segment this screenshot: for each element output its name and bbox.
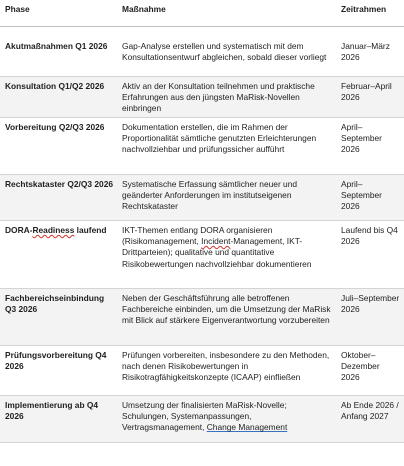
spellcheck-word: Incident xyxy=(201,236,231,247)
phase-cell: Rechtskataster Q2/Q3 2026 xyxy=(0,175,117,221)
table-row xyxy=(0,175,404,221)
time-cell: Juli–September 2026 xyxy=(336,289,404,346)
measure-cell xyxy=(117,221,336,289)
measure-cell: Aktiv an der Konsultation teilnehmen und praktische Erfahrungen aus den jüngsten MaRisk-Novellen einbringen xyxy=(117,77,336,118)
measure-text: -Management, IKT-Drittparteien); qualitative und quantitative Risikobewertungen nachvollziehbar dokumentieren xyxy=(122,236,312,269)
time-cell: April–September 2026 xyxy=(336,175,404,221)
header-phase: Phase xyxy=(0,0,117,27)
measure-cell: Prüfungen vorbereiten, insbesondere zu den Methoden, nach denen Risikobewertungen in Risikotragfähigkeitskonzepte (ICAAP) einfließen xyxy=(117,346,336,396)
header-measure: Maßnahme xyxy=(117,0,336,27)
phase-text: DORA- xyxy=(5,225,33,235)
table-row xyxy=(0,27,404,77)
phase-cell: Konsultation Q1/Q2 2026 xyxy=(0,77,117,118)
phase-cell: Prüfungsvorbereitung Q4 2026 xyxy=(0,346,117,396)
phase-cell: Vorbereitung Q2/Q3 2026 xyxy=(0,118,117,175)
measure-cell: Systematische Erfassung sämtlicher neuer und geänderter Anforderungen im institutseigenen Rechtskataster xyxy=(117,175,336,221)
measure-cell: Dokumentation erstellen, die im Rahmen der Proportionalität sämtliche genutzten Erleichterungen nachvollziehbar und prüfungssicher aufführt xyxy=(117,118,336,175)
phase-cell xyxy=(0,221,117,289)
measure-cell xyxy=(117,396,336,443)
phase-cell: Fachbereichseinbindung Q3 2026 xyxy=(0,289,117,346)
phase-text: laufend xyxy=(74,225,107,235)
table-row xyxy=(0,346,404,396)
measure-cell: Gap-Analyse erstellen und systematisch mit dem Konsultationsentwurf abgleichen, sobald dieser vorliegt xyxy=(117,27,336,77)
table-row xyxy=(0,77,404,118)
time-cell: April–September 2026 xyxy=(336,118,404,175)
header-time: Zeitrahmen xyxy=(336,0,404,27)
table-row xyxy=(0,289,404,346)
measure-text: Umsetzung der finalisierten MaRisk-Novelle; Schulungen, Systemanpassungen, Vertragsmanagement, xyxy=(122,400,287,433)
table-header-row xyxy=(0,0,404,27)
time-cell: Laufend bis Q4 2026 xyxy=(336,221,404,289)
spellcheck-word: Readiness xyxy=(32,225,75,235)
time-cell: Oktober–Dezember 2026 xyxy=(336,346,404,396)
time-cell: Februar–April 2026 xyxy=(336,77,404,118)
table-row xyxy=(0,118,404,175)
measure-text: IKT-Themen entlang DORA organisieren (Risikomanagement, xyxy=(122,225,273,247)
time-cell: Ab Ende 2026 / Anfang 2027 xyxy=(336,396,404,443)
measure-cell: Neben der Geschäftsführung alle betroffenen Fachbereiche einbinden, um die Umsetzung der MaRisk mit Blick auf stärkere Eigenverantwortung vorzubereiten xyxy=(117,289,336,346)
table-row xyxy=(0,221,404,289)
phase-cell: Akutmaßnahmen Q1 2026 xyxy=(0,27,117,77)
table-row xyxy=(0,396,404,443)
time-cell: Januar–März 2026 xyxy=(336,27,404,77)
phase-cell: Implementierung ab Q4 2026 xyxy=(0,396,117,443)
underlined-term: Change Management xyxy=(206,422,288,433)
